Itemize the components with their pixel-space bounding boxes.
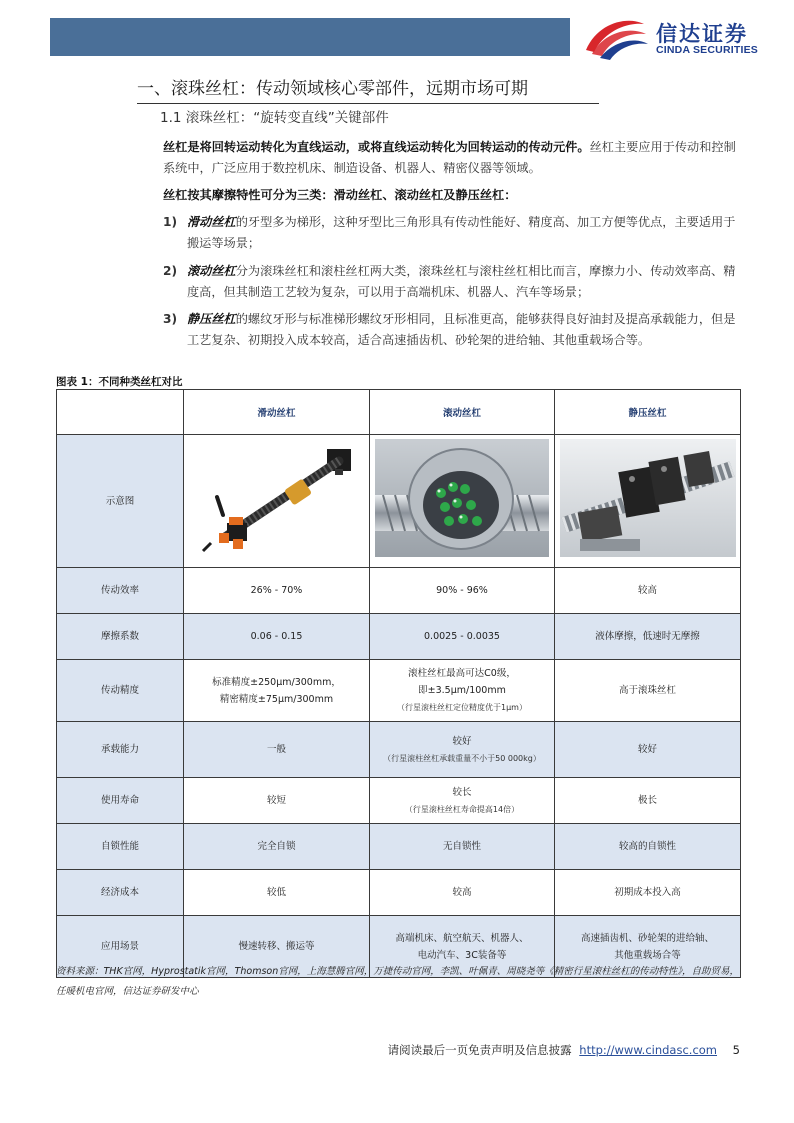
table-cell-rolling [370, 722, 555, 778]
cell-text: 26% - 70% [250, 585, 303, 596]
classify-heading [163, 185, 743, 206]
table-row [57, 568, 741, 614]
subsection-title: 1.1 滚珠丝杠：“旋转变直线”关键部件 [160, 110, 389, 126]
cell-text: 0.0025 - 0.0035 [424, 631, 500, 642]
hydrostatic-screw-image-cell [555, 435, 741, 568]
list-text: 的螺纹牙形与标准梯形螺纹牙形相同，且标准更高，能够获得良好油封及提高承载能力，但是工艺复杂、初期投入成本较高，适合高速插齿机、砂轮架的进给轴、其他重载场合等。 [187, 312, 736, 347]
table-row [57, 660, 741, 722]
intro-bold: 丝杠是将回转运动转化为直线运动，或将直线运动转化为回转运动的传动元件。 [163, 140, 590, 154]
brand-name-en: CINDA SECURITIES [656, 44, 758, 56]
cell-text: 完全自锁 [257, 841, 296, 852]
intro-rest: 丝杠主要应用于传动和控制系统中，广泛应用于数控机床、制造设备、机器人、精密仪器等领域。 [163, 140, 736, 175]
footer-disclaimer: 请阅读最后一页免责声明及信息披露 [387, 1043, 572, 1057]
brand-name-cn: 信达证券 [656, 22, 748, 46]
cell-text: 标准精度±250μm/300mm， [212, 676, 341, 688]
list-number: 3) [163, 312, 178, 326]
classify-heading-text: 丝杠按其摩擦特性可分为三类：滑动丝杠、滚动丝杠及静压丝杠： [163, 188, 517, 202]
cell-text: 较低 [266, 887, 286, 898]
cell-text: 慢速转移、搬运等 [238, 941, 315, 952]
ball-screw-image-cell [370, 435, 555, 568]
cell-text: 0.06 - 0.15 [250, 631, 303, 642]
cell-text: 一般 [266, 744, 286, 755]
list-number: 2) [163, 264, 178, 278]
table-cell-rolling [370, 824, 555, 870]
cell-text: 即±3.5μm/100mm [418, 685, 506, 696]
table-corner [57, 390, 184, 435]
row-label: 应用场景 [57, 916, 184, 978]
cell-text: 滚柱丝杠最高可达C0级， [408, 668, 516, 679]
column-header-rolling: 滚动丝杠 [370, 390, 555, 435]
table-cell-hydrostatic [555, 824, 741, 870]
page-footer [388, 1042, 740, 1058]
row-label: 摩擦系数 [57, 614, 184, 660]
cell-text: 高于滚珠丝杠 [618, 685, 676, 696]
table-cell-sliding [184, 824, 370, 870]
table-row [57, 614, 741, 660]
table-cell-hydrostatic [555, 722, 741, 778]
page-number: 5 [732, 1043, 740, 1057]
table-cell-sliding [184, 722, 370, 778]
list-item-hydrostatic [163, 309, 743, 351]
table-cell-hydrostatic [555, 778, 741, 824]
comparison-table [56, 389, 741, 978]
sliding-screw-image-cell [184, 435, 370, 568]
table-cell-rolling [370, 568, 555, 614]
table-row [57, 824, 741, 870]
intro-paragraph [163, 137, 743, 179]
cinda-logo [580, 14, 780, 60]
header-bar [50, 18, 570, 56]
cell-text: 极长 [637, 795, 657, 806]
cell-text: 较高的自锁性 [618, 841, 676, 852]
table-cell-hydrostatic [555, 614, 741, 660]
footer-website-link[interactable]: http://www.cindasc.com [579, 1043, 718, 1057]
table-cell-hydrostatic [555, 870, 741, 916]
ball-screw-photo-icon [375, 439, 549, 557]
cell-text: 精密精度±75μm/300mm [219, 693, 334, 705]
list-term: 滚动丝杠 [187, 264, 236, 278]
cell-text: 高端机床、航空航天、机器人、 [395, 932, 529, 944]
cell-text: 较好 [452, 735, 472, 747]
list-text: 分为滚珠丝杠和滚柱丝杠两大类，滚珠丝杠与滚柱丝杠相比而言，摩擦力小、传动效率高、精度高，但其制造工艺较为复杂，可以用于高端机床、机器人、汽车等场景； [187, 264, 736, 299]
cell-text: 较短 [266, 795, 286, 806]
table-cell-sliding [184, 614, 370, 660]
table-cell-hydrostatic [555, 660, 741, 722]
row-label: 经济成本 [57, 870, 184, 916]
row-label-image: 示意图 [57, 435, 184, 568]
cinda-logo-icon [580, 14, 652, 60]
table-row [57, 778, 741, 824]
cell-text: 初期成本投入高 [614, 887, 681, 898]
row-label: 使用寿命 [57, 778, 184, 824]
table-cell-rolling [370, 870, 555, 916]
table-cell-rolling [370, 614, 555, 660]
cell-text: 电动汽车、3C装备等 [417, 949, 507, 961]
cell-text: 90% - 96% [436, 585, 488, 596]
sliding-screw-photo-icon [189, 439, 365, 557]
table-cell-sliding [184, 660, 370, 722]
cell-text: 较好 [637, 744, 657, 755]
cell-note: （行星滚柱丝杠定位精度优于1μm） [397, 703, 527, 712]
row-label: 自锁性能 [57, 824, 184, 870]
cell-text: 较高 [637, 585, 657, 596]
row-label: 传动效率 [57, 568, 184, 614]
table-cell-rolling [370, 660, 555, 722]
table-cell-sliding [184, 870, 370, 916]
cell-text: 较长 [452, 786, 472, 798]
section-title: 一、滚珠丝杠：传动领域核心零部件，远期市场可期 [137, 74, 599, 104]
cell-text: 高速插齿机、砂轮架的进给轴、 [580, 932, 714, 944]
column-header-hydrostatic: 静压丝杠 [555, 390, 741, 435]
hydrostatic-screw-photo-icon [560, 439, 736, 557]
table-cell-rolling [370, 778, 555, 824]
cell-note: （行星滚柱丝杠寿命提高14倍） [404, 804, 520, 814]
list-number: 1) [163, 215, 178, 229]
table-row [57, 722, 741, 778]
cell-text: 较高 [452, 887, 472, 898]
row-label: 传动精度 [57, 660, 184, 722]
list-item-rolling [163, 261, 743, 303]
cell-note: （行星滚柱丝杠承载重量不小于50 000kg） [383, 753, 541, 763]
list-term: 滑动丝杠 [187, 215, 236, 229]
source-note: 资料来源：THK官网，Hyprostatik官网，Thomson官网，上海慧腾官网，万捷传动官网，李凯、叶佩青、周晓尧等《精密行星滚柱丝杠的传动特性》，自助贸易，任暖机电官网，信达证券研发中心 [56, 966, 739, 997]
table-cell-hydrostatic [555, 568, 741, 614]
table-cell-sliding [184, 778, 370, 824]
cell-text: 其他重载场合等 [614, 949, 681, 961]
cell-text: 液体摩擦，低速时无摩擦 [595, 631, 700, 642]
column-header-sliding: 滑动丝杠 [184, 390, 370, 435]
list-text: 的牙型多为梯形，这种牙型比三角形具有传动性能好、精度高、加工方便等优点，主要适用于搬运等场景； [187, 215, 736, 250]
table-cell-sliding [184, 568, 370, 614]
table-row [57, 870, 741, 916]
figure-title: 图表 1：不同种类丝杠对比 [56, 376, 183, 388]
list-term: 静压丝杠 [187, 312, 236, 326]
cell-text: 无自锁性 [442, 841, 481, 852]
list-item-sliding [163, 212, 743, 254]
row-label: 承载能力 [57, 722, 184, 778]
